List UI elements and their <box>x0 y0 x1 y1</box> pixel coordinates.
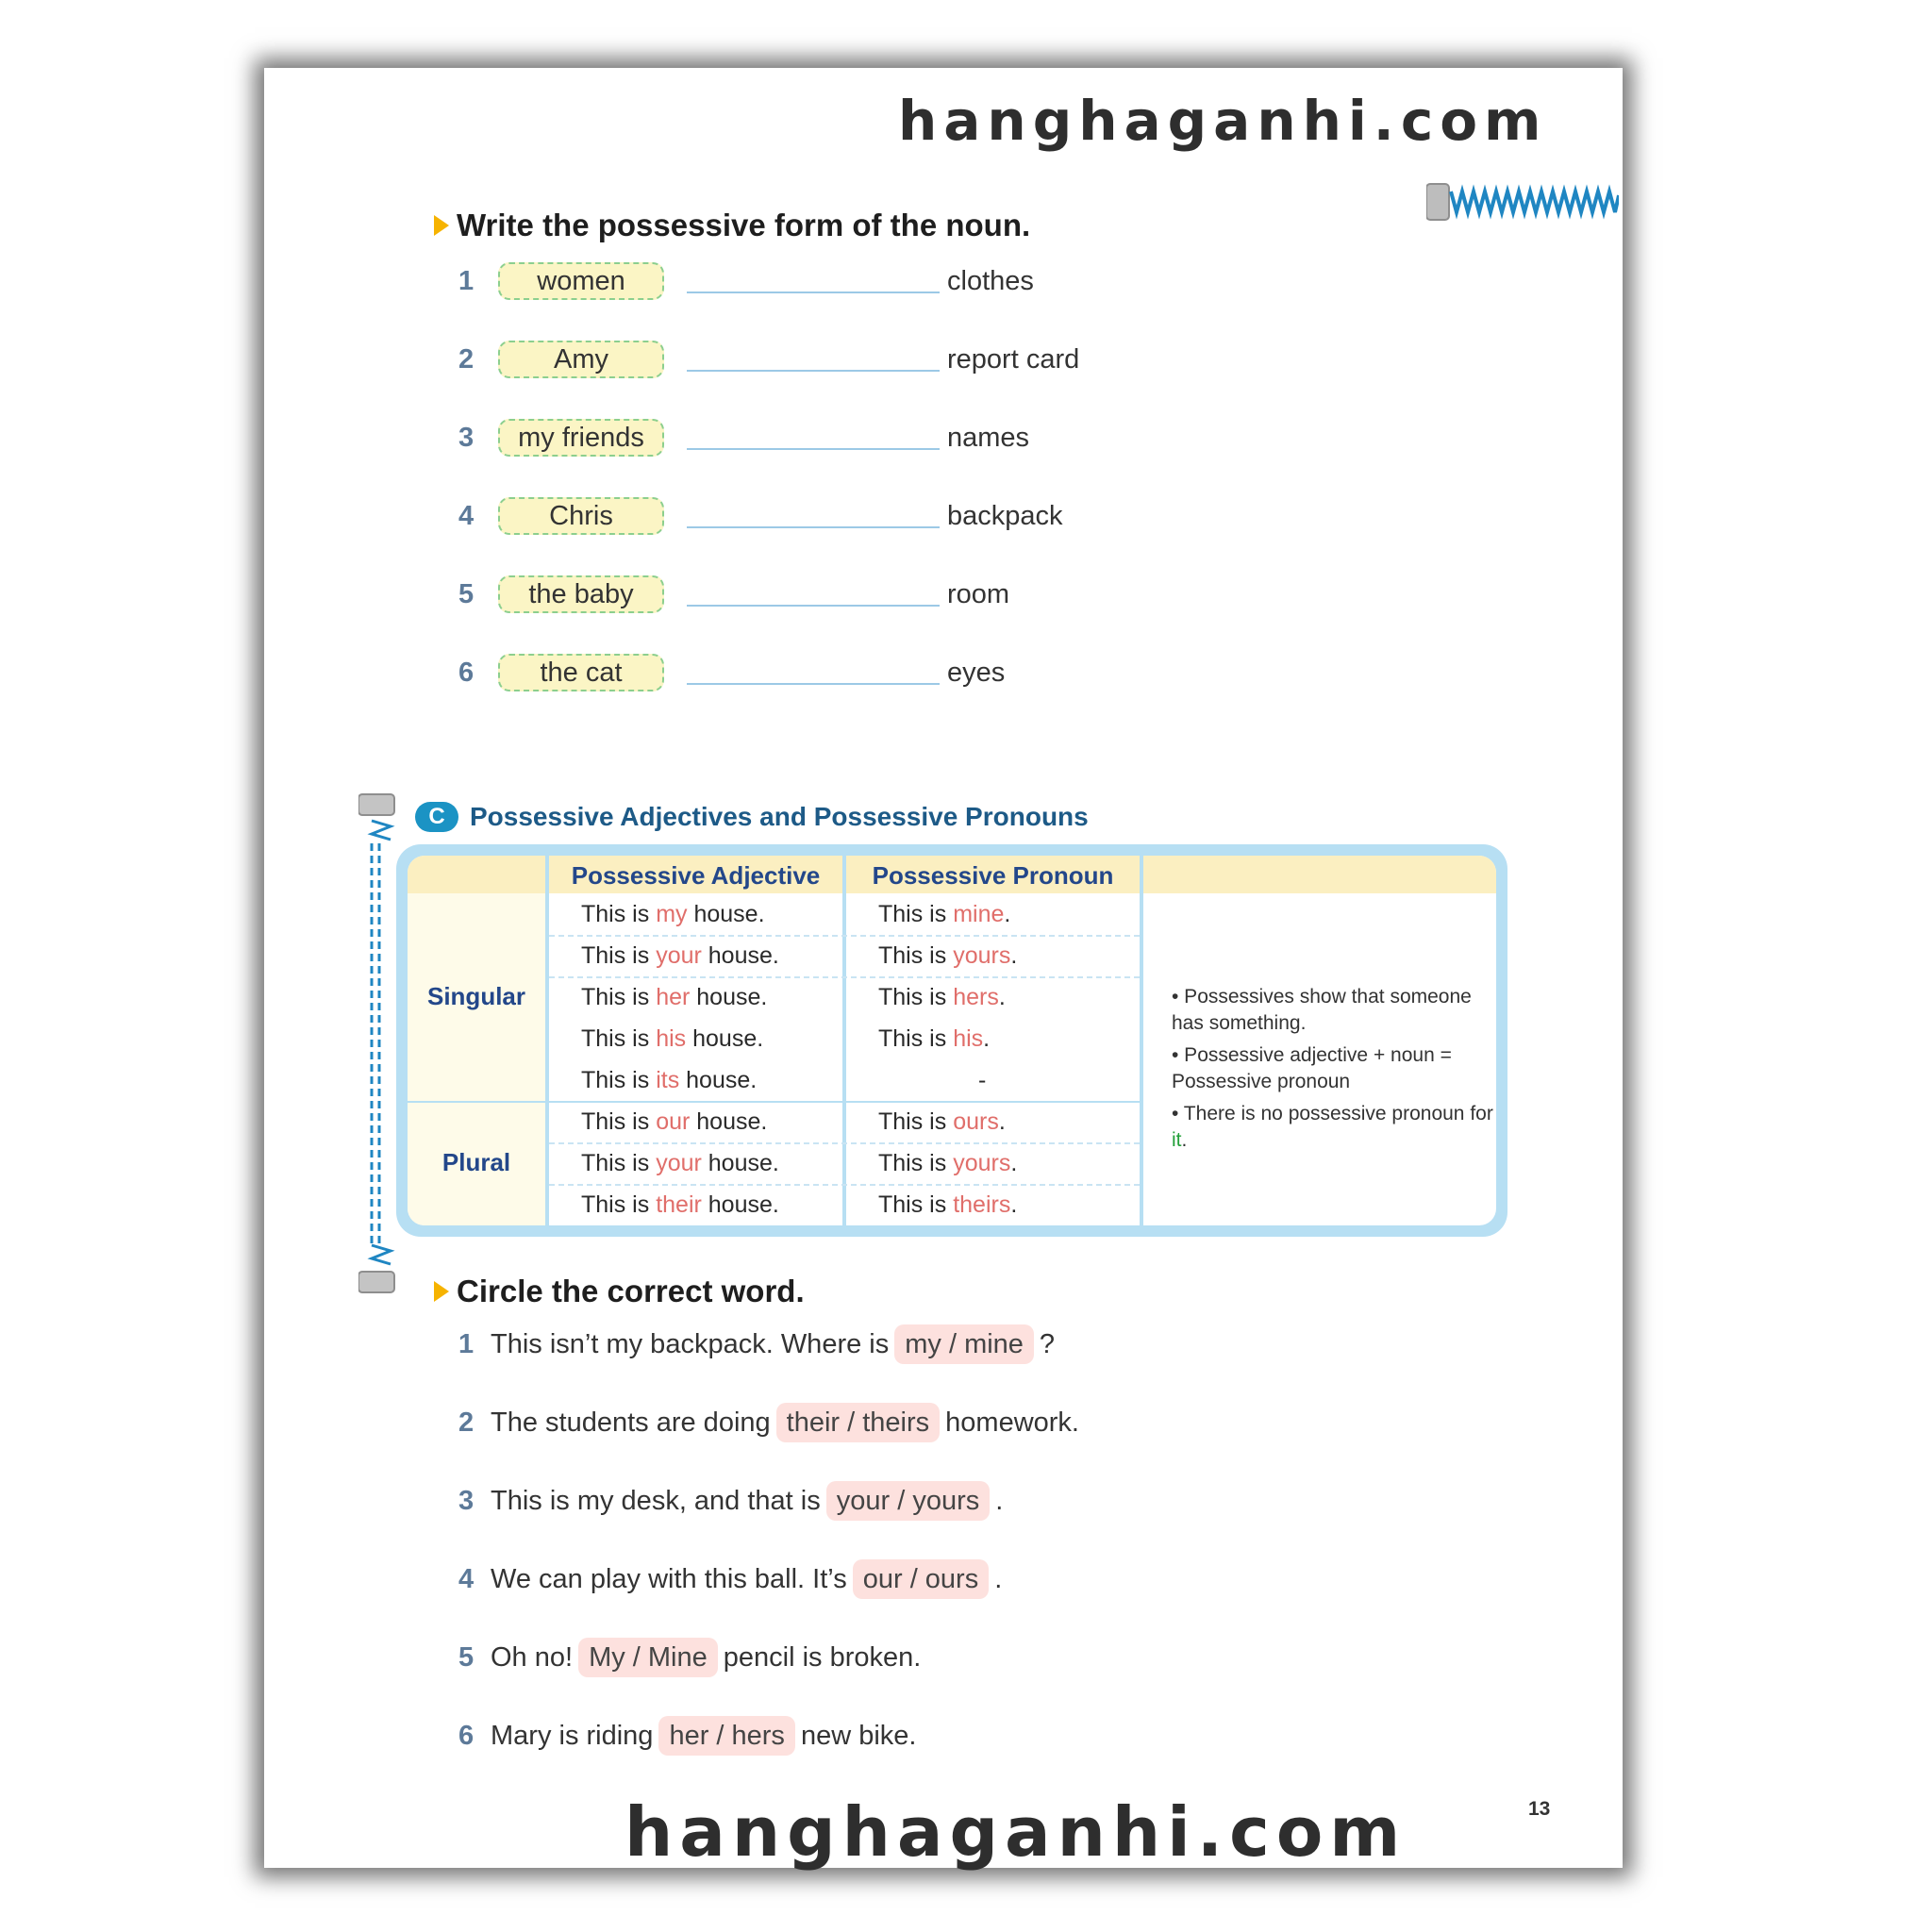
answer-blank[interactable] <box>687 526 940 528</box>
group-plural: Plural <box>441 1148 511 1176</box>
item-number: 5 <box>458 1641 475 1673</box>
word-choice[interactable]: their / theirs <box>776 1403 941 1442</box>
grammar-notes <box>1172 984 1496 1159</box>
pronoun-cell: This is theirs. <box>878 1191 1018 1218</box>
adjective-cell: This is his house. <box>581 1025 764 1052</box>
item-number: 6 <box>458 657 475 688</box>
column-divider <box>1140 856 1143 1225</box>
item-number: 2 <box>458 1407 475 1438</box>
exercise-b-item <box>458 1480 1003 1522</box>
exercise-a-item <box>458 260 1034 302</box>
item-number: 3 <box>458 422 475 453</box>
spiral-binding-decoration <box>358 792 396 1294</box>
note-2: • Possessive adjective + noun = Possessive pronoun <box>1172 1044 1452 1092</box>
word-choice[interactable]: your / yours <box>826 1481 991 1521</box>
exercise-b-item <box>458 1402 1079 1443</box>
watermark-top: hanghaganhi.com <box>898 89 1548 153</box>
item-number: 4 <box>458 500 475 531</box>
sentence-end: . <box>995 1485 1004 1516</box>
sentence-start: We can play with this ball. It’s <box>491 1563 847 1594</box>
answer-blank[interactable] <box>687 605 940 607</box>
answer-blank[interactable] <box>687 448 940 450</box>
sentence-end: homework. <box>945 1407 1079 1438</box>
adjective-cell: This is her house. <box>581 984 768 1010</box>
answer-blank[interactable] <box>687 683 940 685</box>
sentence-end: ? <box>1039 1328 1056 1359</box>
column-divider <box>545 856 549 1225</box>
row-divider <box>549 976 1140 978</box>
exercise-a-item <box>458 574 1009 615</box>
word-choice[interactable]: her / hers <box>658 1716 795 1756</box>
exercise-a-item <box>458 652 1005 693</box>
adjective-cell: This is your house. <box>581 942 779 969</box>
noun-box: my friends <box>498 419 664 457</box>
sentence-start: This isn’t my backpack. Where is <box>491 1328 890 1359</box>
section-c-header <box>415 802 1089 832</box>
following-noun: eyes <box>947 657 1006 688</box>
header-possessive-pronoun: Possessive Pronoun <box>872 861 1114 890</box>
exercise-b-item <box>458 1324 1055 1365</box>
row-divider <box>549 1142 1140 1144</box>
instruction-text: Write the possessive form of the noun. <box>457 208 1031 242</box>
following-noun: clothes <box>947 265 1034 296</box>
sentence-end: new bike. <box>800 1720 917 1751</box>
pronoun-cell: This is yours. <box>878 1150 1018 1176</box>
sentence-start: Oh no! <box>491 1641 574 1673</box>
group-singular: Singular <box>426 982 525 1010</box>
item-number: 4 <box>458 1563 475 1594</box>
item-number: 5 <box>458 578 475 609</box>
exercise-b-item <box>458 1715 916 1757</box>
following-noun: backpack <box>947 500 1063 531</box>
exercise-b-item <box>458 1558 1002 1600</box>
noun-box: Amy <box>498 341 664 378</box>
exercise-a-instruction <box>434 208 1030 243</box>
following-noun: names <box>947 422 1030 453</box>
adjective-cell: This is its house. <box>581 1067 758 1093</box>
sentence-start: Mary is riding <box>491 1720 654 1751</box>
row-divider <box>549 935 1140 937</box>
noun-box: the baby <box>498 575 664 613</box>
header-possessive-adjective: Possessive Adjective <box>571 861 821 890</box>
item-number: 6 <box>458 1720 475 1751</box>
pronoun-cell: This is mine. <box>878 901 1011 927</box>
word-choice[interactable]: our / ours <box>853 1559 990 1599</box>
item-number: 2 <box>458 343 475 375</box>
item-number: 1 <box>458 265 475 296</box>
group-divider <box>408 1101 1141 1103</box>
pronoun-cell: This is his. <box>878 1025 991 1052</box>
answer-blank[interactable] <box>687 291 940 293</box>
exercise-b-item <box>458 1637 921 1678</box>
sentence-end: . <box>994 1563 1003 1594</box>
sentence-start: This is my desk, and that is <box>491 1485 821 1516</box>
item-number: 3 <box>458 1485 475 1516</box>
possessives-table <box>396 844 1507 1237</box>
section-title: Possessive Adjectives and Possessive Pronouns <box>470 802 1089 831</box>
adjective-cell: This is their house. <box>581 1191 779 1218</box>
column-divider <box>842 856 846 1225</box>
section-badge: C <box>415 802 458 832</box>
word-choice[interactable]: my / mine <box>894 1324 1034 1364</box>
word-choice[interactable]: My / Mine <box>578 1638 718 1677</box>
exercise-a-item <box>458 339 1079 380</box>
pronoun-cell: This is yours. <box>878 942 1018 969</box>
pronoun-cell: This is hers. <box>878 984 1006 1010</box>
pronoun-cell: This is ours. <box>878 1108 1006 1135</box>
sentence-end: pencil is broken. <box>723 1641 922 1673</box>
answer-blank[interactable] <box>687 370 940 372</box>
noun-box: Chris <box>498 497 664 535</box>
table-body <box>408 856 1496 1225</box>
page-number: 13 <box>1528 1798 1551 1820</box>
noun-box: women <box>498 262 664 300</box>
adjective-cell: This is your house. <box>581 1150 779 1176</box>
adjective-cell: This is our house. <box>581 1108 768 1135</box>
item-number: 1 <box>458 1328 475 1359</box>
zipper-decoration <box>1426 182 1619 222</box>
instruction-text: Circle the correct word. <box>457 1274 805 1308</box>
note-1: • Possessives show that someone has something. <box>1172 986 1472 1034</box>
row-divider <box>549 1184 1140 1186</box>
watermark-bottom: hanghaganhi.com <box>625 1792 1407 1872</box>
note-3: • There is no possessive pronoun for it. <box>1172 1103 1493 1151</box>
exercise-a-item <box>458 417 1029 458</box>
exercise-a-item <box>458 495 1063 537</box>
adjective-cell: This is my house. <box>581 901 765 927</box>
exercise-b-instruction <box>434 1274 805 1309</box>
pronoun-cell-empty: - <box>978 1067 987 1093</box>
following-noun: room <box>947 578 1010 609</box>
sentence-start: The students are doing <box>491 1407 771 1438</box>
triangle-icon <box>434 215 449 236</box>
noun-box: the cat <box>498 654 664 691</box>
following-noun: report card <box>947 343 1080 375</box>
triangle-icon <box>434 1281 449 1302</box>
